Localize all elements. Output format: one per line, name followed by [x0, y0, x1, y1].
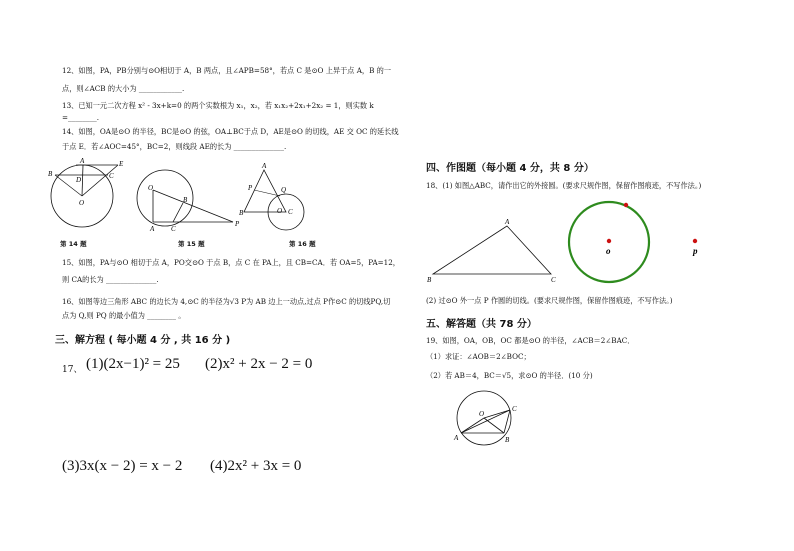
f14-label-o: O — [79, 199, 85, 207]
q18-part2: (2) 过⊙O 外一点 P 作圆的切线。(要求尺规作图，保留作图痕迹，不写作法。) — [426, 296, 673, 305]
q16-line1: 16、如图等边三角形 ABC 的边长为 4,⊙C 的半径为√3 P为 AB 边上一动点,过点 P作⊙C 的切线PQ,切 — [62, 297, 391, 306]
q12-line2: 点，则∠ACB 的大小为 ____________. — [62, 84, 185, 93]
f18-triangle-abc — [433, 226, 551, 274]
q14-line2: 于点 E．若∠AOC=45°，BC=2，则线段 AE的长为 ______________. — [62, 142, 287, 151]
figure-14 — [46, 158, 126, 238]
caption-fig15: 第 15 题 — [178, 240, 205, 248]
f19-label-o: O — [479, 410, 485, 418]
f16-label-b: B — [239, 209, 244, 217]
f18-label-o: o — [606, 246, 611, 256]
q18-part1: 18、(1) 如图△ABC，请作出它的外接圆。(要求尺规作图，保留作图痕迹，不写作法。) — [426, 181, 702, 190]
q19-line1: 19、如图，OA，OB，OC 都是⊙O 的半径，∠ACB＝2∠BAC． — [426, 336, 635, 345]
f14-label-d: D — [76, 176, 82, 184]
f15-bc — [173, 203, 183, 222]
f16-label-c: C — [288, 208, 293, 216]
f18-label-c: C — [551, 276, 556, 284]
figure-18-triangle — [425, 218, 565, 288]
figure-15 — [135, 170, 245, 235]
f14-oa — [82, 165, 83, 196]
f14-label-c: C — [109, 172, 114, 180]
figure-19 — [448, 390, 528, 450]
q13-line2: =________. — [62, 113, 100, 122]
f19-ob — [484, 418, 504, 433]
q19-line2: （1）求证：∠AOB＝2∠BOC； — [426, 352, 531, 361]
q13-line1: 13、已知一元二次方程 x² - 3x+k=0 的两个实数根为 x₁，x₂，若 x₁x₂+2x₁+2x₂ = 1，则实数 k — [62, 101, 374, 110]
f15-label-a: A — [150, 225, 155, 233]
f19-label-c: C — [512, 405, 517, 413]
caption-fig16: 第 16 题 — [289, 240, 316, 248]
f18-label-b: B — [427, 276, 432, 284]
q14-line1: 14、如图，OA是⊙O 的半径，BC是⊙O 的弦，OA⊥BC于点 D，AE是⊙O 的切线，AE 交 OC 的延长线 — [62, 127, 399, 136]
caption-fig14: 第 14 题 — [60, 240, 87, 248]
f19-label-a: A — [454, 434, 459, 442]
f16-label-p: P — [248, 184, 253, 192]
section-5-title: 五、解答题（共 78 分） — [426, 319, 537, 330]
f19-ac — [461, 410, 510, 433]
f19-label-b: B — [505, 436, 510, 444]
q17-eq2: (2)x² + 2x − 2 = 0 — [205, 356, 313, 372]
f19-oa — [461, 418, 484, 433]
q12-line1: 12、如图，PA，PB分别与⊙O相切于 A，B 两点，且∠APB=58°，若点 C 是⊙O 上异于点 A，B 的一 — [62, 66, 392, 75]
f14-label-a: A — [80, 157, 85, 165]
f15-label-b: B — [183, 196, 188, 204]
q16-line2: 点为 Q,则 PQ 的最小值为 ________ 。 — [62, 311, 186, 320]
f15-label-o: O — [148, 184, 154, 192]
f16-label-q: Q — [281, 186, 287, 194]
f14-label-b: B — [48, 170, 53, 178]
f18-label-p: p — [693, 246, 698, 256]
q17-eq1: (1)(2x−1)² = 25 — [86, 356, 180, 372]
f15-label-c: C — [171, 225, 176, 233]
figure-16 — [234, 162, 314, 232]
section-4-title: 四、作图题（每小题 4 分，共 8 分） — [426, 163, 594, 174]
f18-center-dot — [607, 239, 611, 243]
figure-18-circle — [560, 198, 710, 293]
f18-red-dot-on-circle — [624, 203, 628, 207]
q15-line1: 15、如图，PA与⊙O 相切于点 A，PO交⊙O 于点 B，点 C 在 PA上，且 CB=CA．若 OA=5，PA=12， — [62, 258, 400, 267]
q17-eq3: (3)3x(x − 2) = x − 2 — [62, 458, 183, 474]
f18-point-p-dot — [693, 239, 697, 243]
q17-number: 17、 — [62, 365, 83, 375]
f16-label-a: A — [262, 162, 267, 170]
q19-line3: （2）若 AB＝4，BC＝√5，求⊙O 的半径．(10 分) — [426, 371, 593, 380]
section-3-title: 三、解方程 ( 每小题 4 分 , 共 16 分 ) — [55, 335, 231, 346]
f14-label-e: E — [119, 160, 124, 168]
q17-eq4: (4)2x² + 3x = 0 — [210, 458, 302, 474]
f19-oc — [484, 410, 510, 418]
q15-line2: 则 CA的长为 ______________. — [62, 275, 159, 284]
f15-label-p: P — [235, 220, 240, 228]
f18-label-a: A — [505, 218, 510, 226]
f16-label-o: O — [277, 207, 283, 215]
f19-bc — [504, 410, 510, 433]
